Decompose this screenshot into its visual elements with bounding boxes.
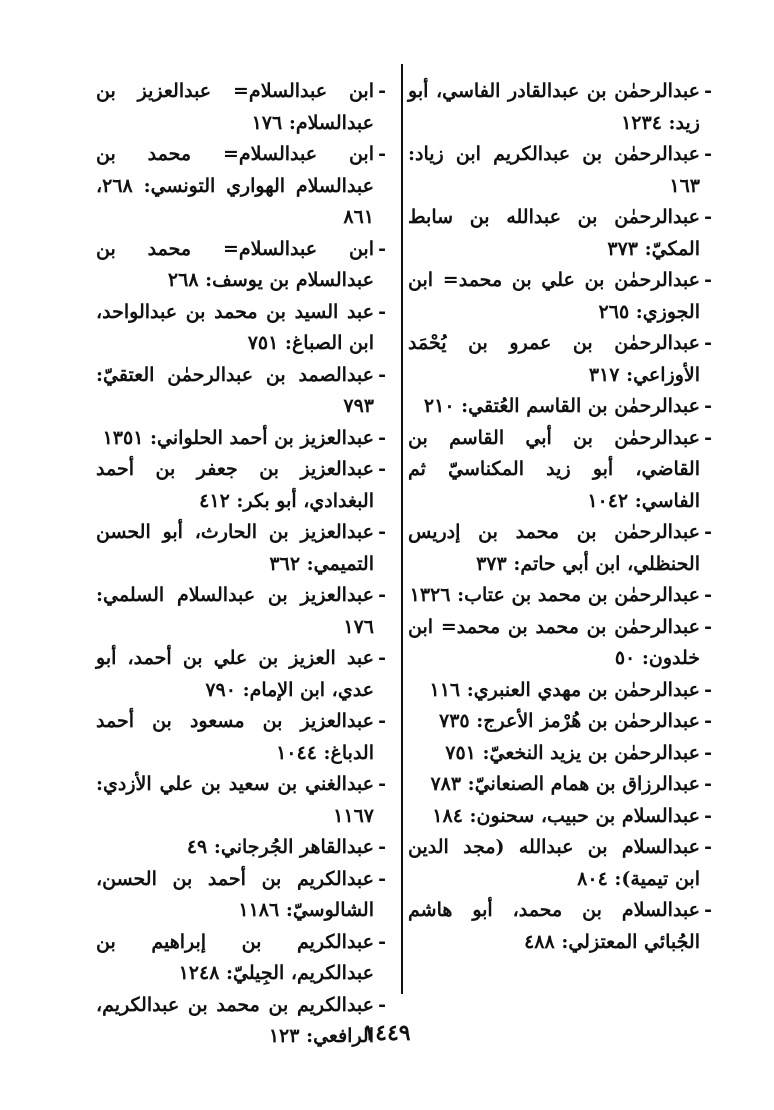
index-entry: - عبدالغني بن سعيد بن علي الأزدي: ١١٦٧ — [96, 769, 386, 832]
index-entry: - عبد السيد بن محمد بن عبدالواحد، ابن الصباغ: ٧٥١ — [96, 297, 386, 360]
index-entry: - ابن عبدالسلام= محمد بن عبدالسلام بن يوسف: ٢٦٨ — [96, 234, 386, 297]
index-entry: - عبدالرحمٰن بن يزيد النخعيّ: ٧٥١ — [408, 738, 712, 770]
right-column — [408, 76, 712, 958]
index-entry: - عبدالكريم بن إبراهيم بن عبدالكريم، الجِيليّ: ١٢٤٨ — [96, 927, 386, 990]
index-entry: - عبدالرحمٰن بن محمد بن محمد= ابن خلدون: ٥٠ — [408, 612, 712, 675]
index-entry: - عبدالرحمٰن بن علي بن محمد= ابن الجوزي: ٢٦٥ — [408, 265, 712, 328]
index-entry: - عبدالسلام بن عبدالله (مجد الدين ابن تيمية): ٨٠٤ — [408, 832, 712, 895]
index-entry: - عبدالصمد بن عبدالرحمٰن العتقيّ: ٧٩٣ — [96, 360, 386, 423]
index-entry: - عبدالسلام بن محمد، أبو هاشم الجُبائي المعتزلي: ٤٨٨ — [408, 895, 712, 958]
index-entry: - عبدالعزيز بن أحمد الحلواني: ١٣٥١ — [96, 423, 386, 455]
index-entry: - عبدالكريم بن محمد بن عبدالكريم، الرافعي: ١٢٣ — [96, 990, 386, 1053]
index-entry: - عبدالقاهر الجُرجاني: ٤٩ — [96, 832, 386, 864]
index-entry: - عبدالرحمٰن بن مهدي العنبري: ١١٦ — [408, 675, 712, 707]
index-entry: - عبدالعزيز بن مسعود بن أحمد الدباغ: ١٠٤٤ — [96, 706, 386, 769]
column-divider — [401, 64, 403, 994]
index-entry: - عبدالرحمٰن بن عبدالقادر الفاسي، أبو زيد: ١٢٣٤ — [408, 76, 712, 139]
index-entry: - عبدالرحمٰن بن هُرْمز الأعرج: ٧٣٥ — [408, 706, 712, 738]
index-entry: - عبدالعزيز بن الحارث، أبو الحسن التميمي: ٣٦٢ — [96, 517, 386, 580]
index-entry: - عبدالسلام بن حبيب، سحنون: ١٨٤ — [408, 801, 712, 833]
index-entry: - عبدالرحمٰن بن محمد بن إدريس الحنظلي، ابن أبي حاتم: ٣٧٣ — [408, 517, 712, 580]
index-entry: - عبدالرحمٰن بن عمرو بن يُحْمَد الأوزاعي: ٣١٧ — [408, 328, 712, 391]
index-entry: - عبدالرحمٰن بن القاسم العُتقي: ٢١٠ — [408, 391, 712, 423]
index-entry: - عبدالعزيز بن عبدالسلام السلمي: ١٧٦ — [96, 580, 386, 643]
index-entry: - عبدالرزاق بن همام الصنعانيّ: ٧٨٣ — [408, 769, 712, 801]
index-entry: - ابن عبدالسلام= محمد بن عبدالسلام الهواري التونسي: ٢٦٨، ٨٦١ — [96, 139, 386, 234]
index-entry: - عبدالرحمٰن بن عبدالكريم ابن زياد: ١٦٣ — [408, 139, 712, 202]
index-entry: - عبدالرحمٰن بن محمد بن عتاب: ١٣٢٦ — [408, 580, 712, 612]
index-entry: - عبدالرحمٰن بن عبدالله بن سابط المكيّ: ٣٧٣ — [408, 202, 712, 265]
index-entry: - عبدالرحمٰن بن أبي القاسم بن القاضي، أبو زيد المكناسيّ ثم الفاسي: ١٠٤٢ — [408, 423, 712, 518]
index-entry: - عبدالعزيز بن جعفر بن أحمد البغدادي، أبو بكر: ٤١٢ — [96, 454, 386, 517]
index-entry: - عبدالكريم بن أحمد بن الحسن، الشالوسيّ: ١١٨٦ — [96, 864, 386, 927]
index-entry: - ابن عبدالسلام= عبدالعزيز بن عبدالسلام: ١٧٦ — [96, 76, 386, 139]
index-entry: - عبد العزيز بن علي بن أحمد، أبو عدي، ابن الإمام: ٧٩٠ — [96, 643, 386, 706]
page-number: ١٤٤٩ — [363, 1020, 411, 1046]
left-column — [96, 76, 386, 1053]
